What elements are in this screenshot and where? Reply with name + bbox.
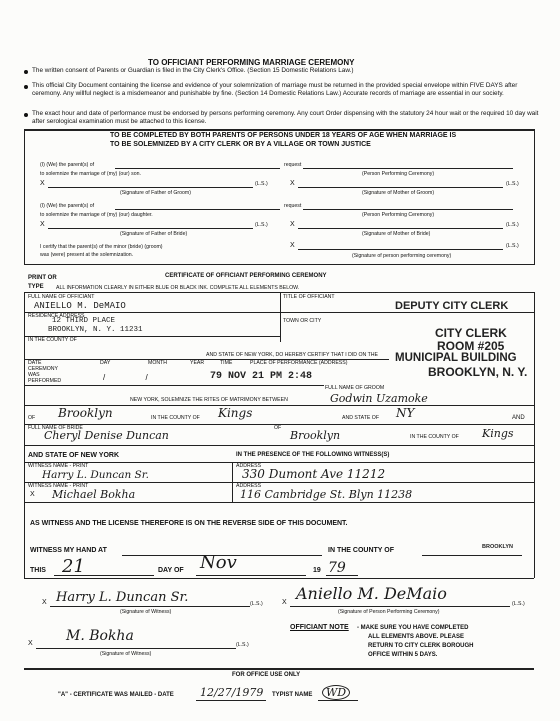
signature-line (36, 648, 236, 649)
officiant-name-label: FULL NAME OF OFFICIANT (28, 294, 95, 300)
witness-my-hand-label: WITNESS MY HAND AT (30, 547, 107, 554)
person-performing-label: (Person Performing Ceremony) (362, 212, 435, 218)
officiant-note-label: OFFICIANT NOTE (290, 624, 349, 631)
ls-label: (L.S.) (512, 601, 525, 607)
divider (24, 385, 324, 386)
solemnize-daughter-label: to solemnize the marriage of (my) (our) daughter. (40, 212, 153, 218)
ls-label: (L.S.) (236, 642, 249, 648)
ink-instructions: ALL INFORMATION CLEARLY IN EITHER BLUE OR BLACK INK. COMPLETE ALL ELEMENTS BELOW. (56, 285, 300, 291)
county-stamp: BROOKLYN (482, 544, 513, 550)
month-label: MONTH (148, 360, 168, 366)
divider (24, 129, 534, 131)
typist-initials: WD (322, 685, 350, 700)
date-performed-label: DATE CEREMONY WAS PERFORMED (28, 360, 62, 384)
divider (24, 502, 534, 503)
x-mark: X (290, 221, 295, 228)
year-label: YEAR (190, 360, 205, 366)
officiant-note-text-1: - MAKE SURE YOU HAVE COMPLETED (357, 625, 469, 631)
of-label: OF (28, 415, 36, 421)
witness1-address: 330 Dumont Ave 11212 (242, 467, 386, 481)
groom-county: Kings (218, 406, 253, 420)
bride-name: Cheryl Denise Duncan (44, 429, 169, 442)
request-label: request (284, 162, 302, 168)
in-county-of-label: IN THE COUNTY OF (151, 415, 200, 421)
officiant-signature: Aniello M. DeMaio (296, 584, 447, 603)
solemnize-son-label: to solemnize the marriage of (my) (our) son. (40, 171, 141, 177)
town-city-label: TOWN OR CITY (283, 318, 322, 324)
document-title: TO OFFICIANT PERFORMING MARRIAGE CEREMONY (148, 58, 355, 67)
and-label: AND (512, 415, 525, 421)
officiant-title-label: TITLE OF OFFICIANT (283, 294, 335, 300)
and-state-of-label: AND STATE OF (342, 415, 379, 421)
groom-state: NY (396, 406, 415, 420)
signature-line (50, 606, 250, 607)
divider (24, 462, 534, 463)
bride-county: Kings (482, 427, 514, 440)
in-county-label: IN THE COUNTY OF (28, 337, 77, 343)
sig-father-groom-label: (Signature of Father of Groom) (120, 190, 191, 196)
city-clerk-stamp-line1: CITY CLERK (435, 326, 507, 340)
border-left (24, 129, 25, 265)
minor-section-heading-2: TO BE SOLEMNIZED BY A CITY CLERK OR BY A VILLAGE OR TOWN JUSTICE (110, 141, 371, 148)
type-label: TYPE (28, 284, 44, 290)
parents-of-son-label: (I) (We) the parent(s) of (40, 162, 95, 168)
date-slashes: / / (103, 373, 148, 382)
x-mark: X (282, 599, 287, 606)
field-line (303, 168, 513, 169)
in-the-county-of-label: IN THE COUNTY OF (328, 547, 394, 554)
field-line (115, 168, 280, 169)
state-ny-label: AND STATE OF NEW YORK (28, 452, 119, 459)
divider (24, 668, 534, 670)
bride-name-label: FULL NAME OF BRIDE (28, 425, 83, 431)
city-clerk-stamp-line3: MUNICIPAL BUILDING (395, 352, 517, 364)
witness-name-label: WITNESS NAME - PRINT (28, 463, 89, 469)
certificate-title: CERTIFICATE OF OFFICIANT PERFORMING CEREMONY (165, 273, 327, 279)
ls-label: (L.S.) (250, 601, 263, 607)
this-day: 21 (62, 556, 85, 577)
notice-1: The written consent of Parents or Guardian is filed in the City Clerk's Office. (Section 15 Domestic Relations Law.) (32, 67, 354, 74)
signature-line (290, 606, 510, 607)
office-use-label: FOR OFFICE USE ONLY (232, 672, 301, 678)
city-clerk-stamp-line4: BROOKLYN, N. Y. (428, 365, 528, 379)
field-line (115, 209, 280, 210)
this-label: THIS (30, 567, 46, 574)
witness2-signature: M. Bokha (66, 628, 134, 644)
x-mark: X (42, 599, 47, 606)
bride-city: Brooklyn (290, 429, 341, 442)
officiant-note-text-3: RETURN TO CITY CLERK BOROUGH (368, 643, 474, 649)
residence-label: RESIDENCE ADDRESS (28, 313, 85, 319)
divider (24, 264, 534, 265)
bullet-icon (24, 85, 28, 89)
x-mark: X (290, 180, 295, 187)
sig-person-performing-label: (Signature of person performing ceremony) (352, 253, 452, 259)
witness-name-label: WITNESS NAME - PRINT (28, 483, 89, 489)
sig-witness1-label: (Signature of Witness) (120, 609, 172, 615)
x-mark: X (30, 491, 35, 498)
of-label: OF (274, 425, 282, 431)
as-witness-statement: AS WITNESS AND THE LICENSE THEREFORE IS ON THE REVERSE SIDE OF THIS DOCUMENT. (30, 520, 348, 527)
officiant-note-text-4: OFFICE WITHIN 5 DAYS. (368, 652, 438, 658)
in-county-of-label: IN THE COUNTY OF (410, 434, 459, 440)
officiant-title: DEPUTY CITY CLERK (395, 300, 509, 312)
sig-mother-bride-label: (Signature of Mother of Bride) (362, 231, 431, 237)
groom-name-label: FULL NAME OF GROOM (325, 385, 385, 391)
sig-performing-label: (Signature of Person Performing Ceremony) (338, 609, 440, 615)
field-line (326, 575, 358, 576)
x-mark: X (40, 180, 45, 187)
ls-label: (L.S.) (255, 181, 268, 187)
notice-2: This official City Document containing the license and evidence of your solemnization of marriage must be returned in the provided special envelope within FIVE DAYS after ceremony. Any willful neglect is a misdemeanor and punishable by fine. (Section 14 Domestic Relations Law.) Accurate records of marriage are essential in our society. (32, 82, 518, 97)
month-written: Nov (200, 552, 237, 573)
ls-label: (L.S.) (506, 181, 519, 187)
typist-label: TYPIST NAME (272, 692, 313, 698)
person-performing-label: (Person Performing Ceremony) (362, 171, 435, 177)
border-left (24, 292, 25, 578)
signature-line (298, 228, 503, 229)
date-time-stamp: 79 NOV 21 PM 2:48 (210, 371, 313, 382)
solemnize-label: NEW YORK, SOLEMNIZE THE RITES OF MATRIMONY BETWEEN (130, 397, 288, 403)
year-prefix: 19 (313, 567, 321, 574)
divider (24, 445, 534, 446)
bullet-icon (24, 113, 28, 117)
address-label: ADDRESS (236, 483, 262, 489)
sig-witness2-label: (Signature of Witness) (100, 651, 152, 657)
notice-3: The exact hour and date of performance must be endorsed by persons performing ceremony. Any court Order dispensing with the statutory 24 hour wait or the required 10 day wait after serological examination must be attached to this license. (32, 110, 539, 125)
officiant-address-line1: 12 THIRD PLACE (52, 317, 116, 325)
signature-line (48, 187, 253, 188)
day-of-label: DAY OF (158, 567, 184, 574)
field-line (196, 700, 266, 701)
ls-label: (L.S.) (506, 222, 519, 228)
border-right (534, 292, 535, 578)
year-written: 79 (328, 560, 346, 576)
field-line (196, 575, 306, 576)
ls-label: (L.S.) (255, 222, 268, 228)
witness1-signature: Harry L. Duncan Sr. (56, 590, 189, 605)
divider (24, 578, 534, 579)
column-divider (280, 292, 281, 342)
field-line (303, 209, 513, 210)
certify-label: AND STATE OF NEW YORK, DO HEREBY CERTIFY THAT I DID ON THE (206, 352, 378, 358)
sig-mother-groom-label: (Signature of Mother of Groom) (362, 190, 435, 196)
place-label: PLACE OF PERFORMANCE (ADDRESS) (250, 360, 348, 366)
signature-line (48, 228, 253, 229)
time-label: TIME (220, 360, 233, 366)
signature-line (298, 249, 503, 250)
city-clerk-stamp-line2: ROOM #205 (437, 339, 505, 353)
officiant-note-text-2: ALL ELEMENTS ABOVE. PLEASE (368, 634, 465, 640)
minor-section-heading-1: TO BE COMPLETED BY BOTH PARENTS OF PERSONS UNDER 18 YEARS OF AGE WHEN MARRIAGE IS (110, 132, 457, 139)
groom-name: Godwin Uzamoke (330, 392, 428, 405)
parents-of-daughter-label: (I) (We) the parent(s) of (40, 203, 95, 209)
sig-father-bride-label: (Signature of Father of Bride) (120, 231, 188, 237)
signature-line (298, 187, 503, 188)
field-line (318, 700, 358, 701)
groom-city: Brooklyn (58, 406, 113, 420)
day-label: DAY (100, 360, 111, 366)
ls-label: (L.S.) (506, 243, 519, 249)
divider (24, 292, 534, 293)
border-right (534, 129, 535, 265)
mailed-date: 12/27/1979 (200, 686, 264, 699)
witness2-address: 116 Cambridge St. Blyn 11238 (240, 488, 413, 501)
witness2-name: Michael Bokha (52, 488, 136, 501)
certify-minor-label-2: was (were) present at the solemnization. (40, 252, 134, 258)
request-label: request (284, 203, 302, 209)
x-mark: X (40, 221, 45, 228)
bullet-icon (24, 70, 28, 74)
officiant-address-line2: BROOKLYN, N. Y. 11231 (48, 326, 143, 334)
field-line (54, 575, 154, 576)
officiant-name: ANIELLO M. DeMAIO (34, 301, 126, 311)
field-line (422, 555, 522, 556)
divider (24, 312, 534, 313)
certify-minor-label-1: I certify that the parent(s) of the minor (bride) (groom) (40, 244, 163, 250)
divider (24, 482, 534, 483)
address-label: ADDRESS (236, 463, 262, 469)
x-mark: X (290, 242, 295, 249)
print-or-label: PRINT OR (28, 275, 57, 281)
in-presence-label: IN THE PRESENCE OF THE FOLLOWING WITNESS(S) (236, 452, 390, 458)
witness1-name: Harry L. Duncan Sr. (42, 469, 149, 481)
x-mark: X (28, 640, 33, 647)
cert-mailed-label: "A" - CERTIFICATE WAS MAILED - DATE (58, 692, 174, 698)
